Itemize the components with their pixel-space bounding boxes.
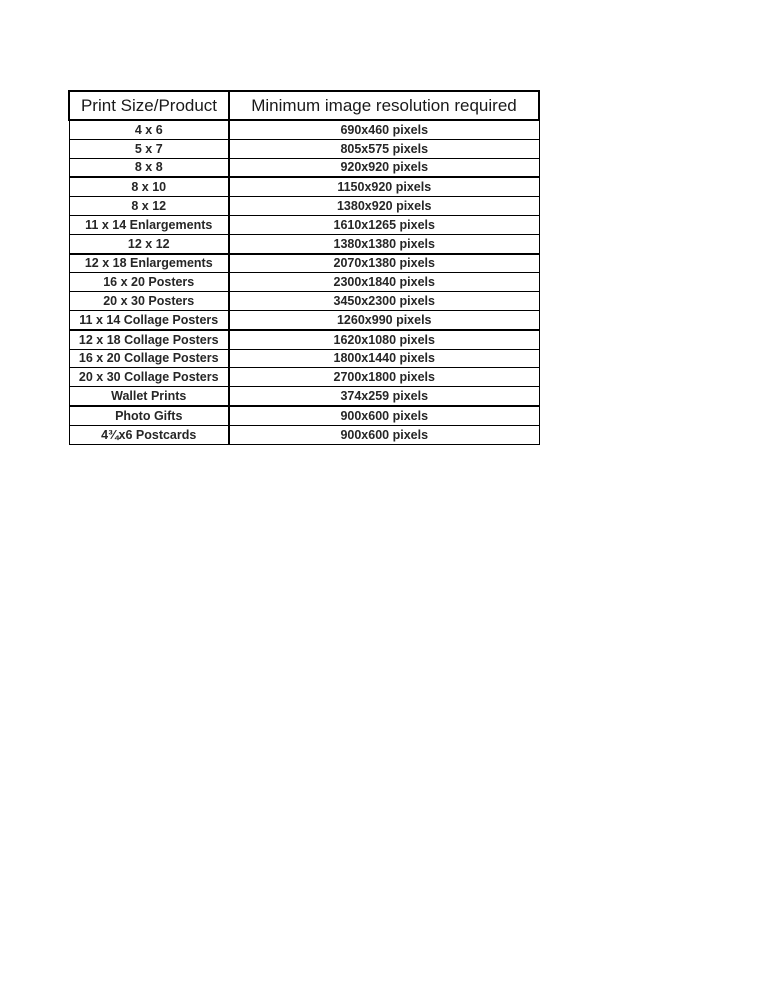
cell-resolution: 1620x1080 pixels [229, 330, 539, 349]
cell-resolution: 3450x2300 pixels [229, 292, 539, 311]
table-row [69, 273, 539, 292]
cell-product: 16 x 20 Posters [69, 273, 229, 292]
table-row [69, 234, 539, 253]
cell-resolution: 2700x1800 pixels [229, 368, 539, 387]
cell-resolution: 805x575 pixels [229, 139, 539, 158]
cell-resolution: 374x259 pixels [229, 387, 539, 406]
cell-resolution: 1380x1380 pixels [229, 234, 539, 253]
cell-product: 11 x 14 Collage Posters [69, 310, 229, 329]
cell-product: Wallet Prints [69, 387, 229, 406]
cell-resolution: 2070x1380 pixels [229, 254, 539, 273]
cell-product: 8 x 10 [69, 177, 229, 196]
table-row [69, 310, 539, 329]
print-resolution-table [68, 90, 540, 445]
cell-product: 12 x 12 [69, 234, 229, 253]
table-row [69, 387, 539, 406]
cell-product: 4 x 6 [69, 120, 229, 139]
table-row [69, 158, 539, 177]
spreadsheet-page [68, 90, 540, 445]
header-minimum-resolution: Minimum image resolution required [229, 91, 539, 120]
table-row [69, 406, 539, 425]
table-row [69, 215, 539, 234]
table-row [69, 254, 539, 273]
cell-product: 20 x 30 Collage Posters [69, 368, 229, 387]
table-row [69, 197, 539, 216]
cell-resolution: 1380x920 pixels [229, 197, 539, 216]
cell-resolution: 1610x1265 pixels [229, 215, 539, 234]
table-row [69, 425, 539, 444]
cell-product: 20 x 30 Posters [69, 292, 229, 311]
cell-product: 5 x 7 [69, 139, 229, 158]
table-row [69, 330, 539, 349]
cell-resolution: 1150x920 pixels [229, 177, 539, 196]
table-row [69, 368, 539, 387]
table-row [69, 349, 539, 368]
cell-product: 4¾x6 Postcards [69, 425, 229, 444]
table-row [69, 177, 539, 196]
cell-product: 12 x 18 Collage Posters [69, 330, 229, 349]
cell-product: 8 x 12 [69, 197, 229, 216]
cell-resolution: 690x460 pixels [229, 120, 539, 139]
cell-resolution: 1260x990 pixels [229, 310, 539, 329]
cell-product: 16 x 20 Collage Posters [69, 349, 229, 368]
cell-resolution: 1800x1440 pixels [229, 349, 539, 368]
cell-resolution: 2300x1840 pixels [229, 273, 539, 292]
header-print-size-product: Print Size/Product [69, 91, 229, 120]
cell-product: 8 x 8 [69, 158, 229, 177]
table-row [69, 139, 539, 158]
table-row [69, 120, 539, 139]
cell-resolution: 900x600 pixels [229, 406, 539, 425]
cell-product: Photo Gifts [69, 406, 229, 425]
cell-resolution: 920x920 pixels [229, 158, 539, 177]
table-header-row [69, 91, 539, 120]
cell-resolution: 900x600 pixels [229, 425, 539, 444]
cell-product: 11 x 14 Enlargements [69, 215, 229, 234]
cell-product: 12 x 18 Enlargements [69, 254, 229, 273]
table-row [69, 292, 539, 311]
